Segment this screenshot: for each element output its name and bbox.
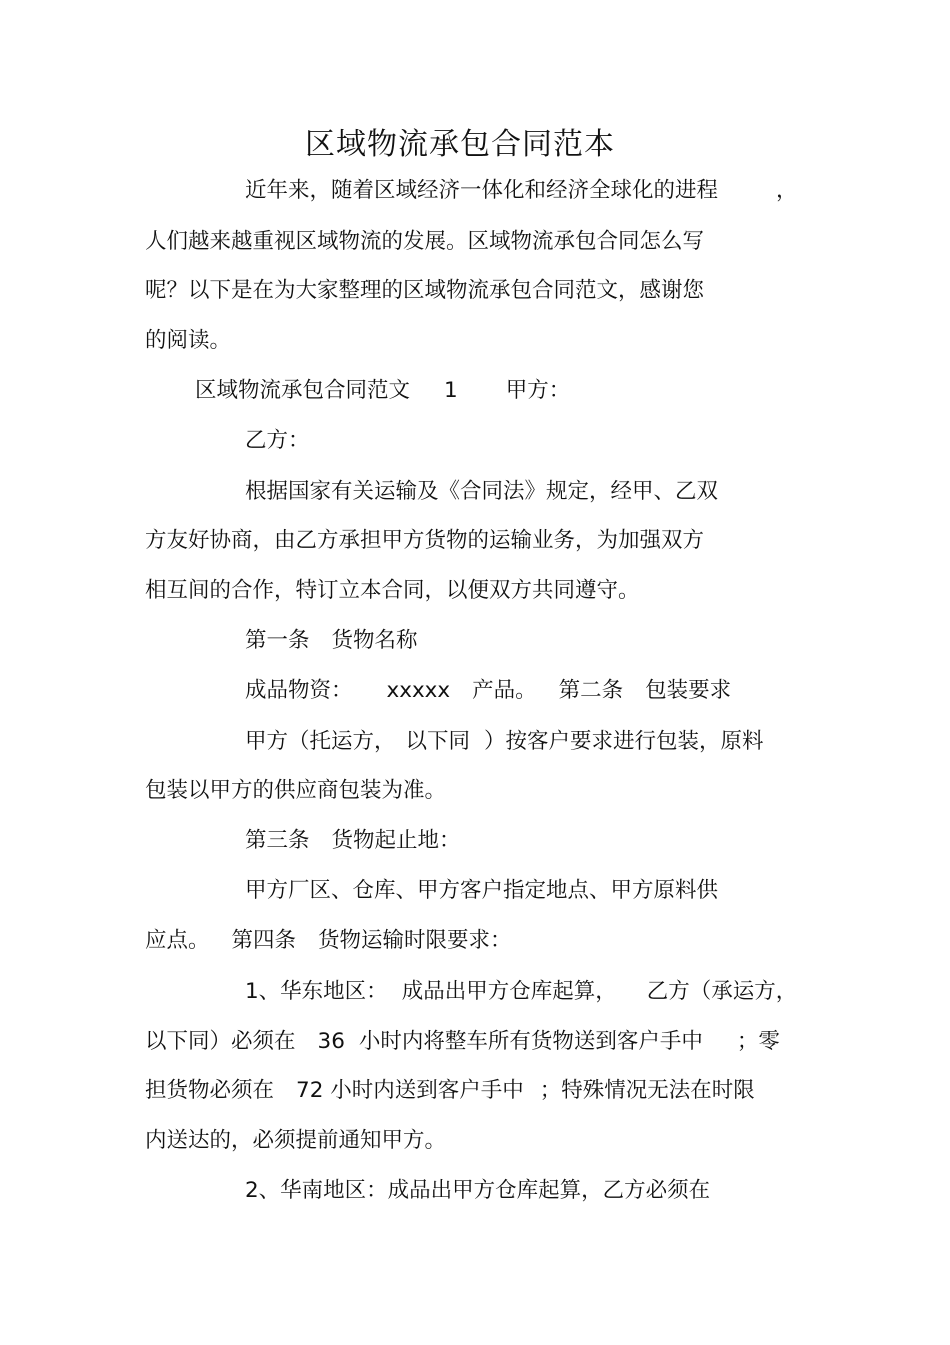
- text-run: ；特殊情况无法在时限: [539, 1078, 755, 1103]
- hours-value: 36: [317, 1029, 345, 1054]
- party-b-label: 乙方：: [245, 428, 310, 453]
- party-a-label: 甲方：: [505, 378, 571, 403]
- paragraph-line: [245, 977, 797, 1007]
- article-number: 第二条: [558, 678, 624, 703]
- paragraph-line: 根据国家有关运输及《合同法》规定，经甲、乙双: [245, 479, 719, 504]
- sample-number: 1: [444, 378, 458, 403]
- article-number: 第四条: [231, 928, 297, 953]
- article-title: 货物名称: [331, 628, 418, 653]
- paragraph-line: 人们越来越重视区域物流的发展。区域物流承包合同怎么写: [145, 229, 705, 254]
- paragraph-line: 方友好协商，由乙方承担甲方货物的运输业务，为加强双方: [145, 528, 705, 553]
- paragraph-line: 2、华南地区：成品出甲方仓库起算，乙方必须在: [245, 1178, 711, 1203]
- text-run: ）按客户要求进行包装，原料: [484, 729, 764, 754]
- product-placeholder: xxxxx: [386, 678, 451, 703]
- paragraph-line: [245, 176, 798, 206]
- document-title: 区域物流承包合同范本: [305, 127, 615, 162]
- article-heading: [245, 626, 418, 656]
- text-run: 小时内将整车所有货物送到客户手中: [358, 1029, 703, 1054]
- paragraph-line: [245, 676, 731, 706]
- text-run: 成品出甲方仓库起算，: [401, 979, 617, 1004]
- article-number: 第三条: [245, 828, 310, 853]
- article-heading: [245, 826, 461, 856]
- article-title: 包装要求: [645, 678, 732, 703]
- text-run: 近年来，随着区域经济一体化和经济全球化的进程: [245, 178, 719, 203]
- paragraph-line: 相互间的合作，特订立本合同，以便双方共同遵守。: [145, 578, 640, 603]
- paragraph-line: 内送达的，必须提前通知甲方。: [145, 1128, 447, 1153]
- paragraph-line: 包装以甲方的供应商包装为准。: [145, 778, 447, 803]
- section-heading: 区域物流承包合同范文: [195, 378, 411, 403]
- paragraph-line: 甲方厂区、仓库、甲方客户指定地点、甲方原料供: [245, 878, 719, 903]
- article-title: 货物运输时限要求：: [318, 928, 512, 953]
- text-run: 以下同）必须在: [145, 1029, 296, 1054]
- paragraph-line: [145, 1076, 755, 1106]
- text-run: 以下同: [405, 729, 471, 754]
- text-run: ；零: [736, 1029, 780, 1054]
- article-title: 货物起止地：: [331, 828, 461, 853]
- paragraph-line: [145, 926, 512, 956]
- text-run: ，: [776, 178, 798, 203]
- text-run: 甲方（托运方，: [245, 729, 396, 754]
- list-item-label: 1、华东地区：: [245, 979, 388, 1004]
- paragraph-line: 呢？以下是在为大家整理的区域物流承包合同范文，感谢您: [145, 278, 705, 303]
- text-run: 担货物必须在: [145, 1078, 275, 1103]
- article-number: 第一条: [245, 628, 310, 653]
- paragraph-line: 的阅读。: [145, 328, 232, 353]
- text-run: 乙方（承运方，: [646, 979, 798, 1004]
- text-run: 72 小时内送到客户手中: [296, 1078, 524, 1103]
- text-run: 应点。: [145, 928, 210, 953]
- text-run: 产品。: [472, 678, 537, 703]
- paragraph-line: [195, 376, 570, 406]
- paragraph-line: [145, 1027, 780, 1057]
- text-run: 成品物资：: [245, 678, 353, 703]
- paragraph-line: [245, 727, 764, 757]
